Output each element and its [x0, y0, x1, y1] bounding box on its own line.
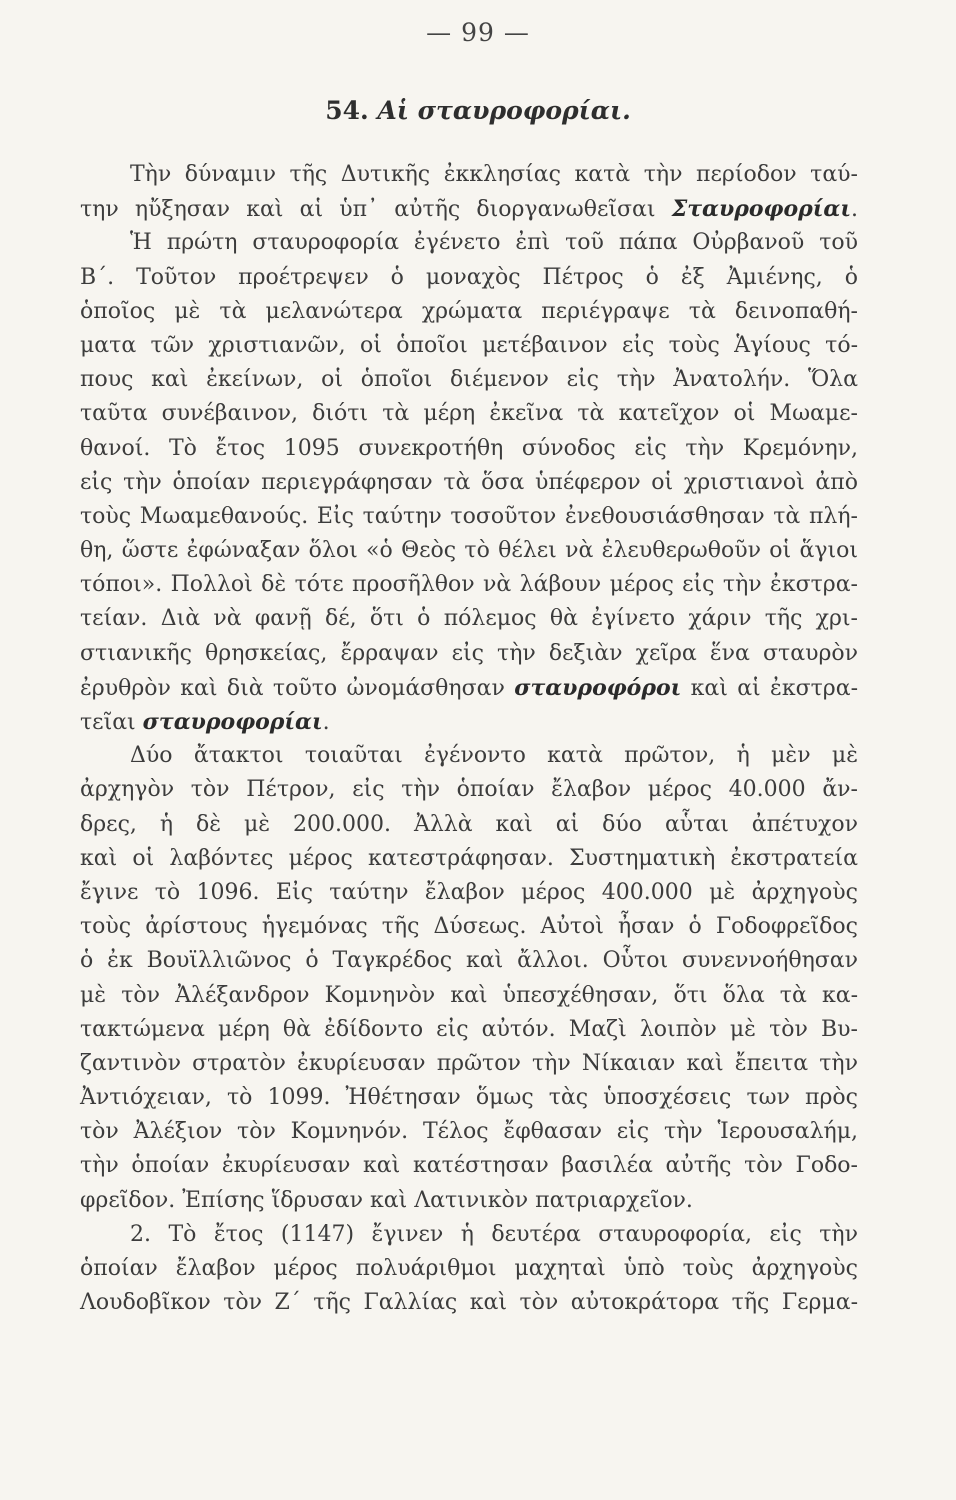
text-line: την ηὔξησαν καὶ αἱ ὑπ᾿ αὐτῆς διοργανωθεῖσαι Σταυροφορίαι. [80, 196, 858, 223]
text-line: ὁποίαν ἔλαβον μέρος πολυάριθμοι μαχηταὶ ὑπὸ τοὺς ἀρχηγοὺς [80, 1256, 858, 1281]
text-line: τεῖαι σταυροφορίαι. [80, 709, 330, 735]
text-line: πους καὶ ἐκείνων, οἱ ὁποῖοι διέμενον εἰς τὴν Ἀνατολήν. Ὅλα [80, 367, 858, 393]
text-line: Ἀντιόχειαν, τὸ 1099. Ἠθέτησαν ὅμως τὰς ὑποσχέσεις των πρὸς [80, 1085, 858, 1111]
text-line: τοὺς Μωαμεθανούς. Εἰς ταύτην τοσοῦτον ἐνεθουσιάσθησαν τὰ πλή- [80, 503, 858, 529]
text-line: Ἡ πρώτη σταυροφορία ἐγένετο ἐπὶ τοῦ πάπα Οὐρβανοῦ τοῦ [130, 230, 858, 256]
text-line: Β΄. Τοῦτον προέτρεψεν ὁ μοναχὸς Πέτρος ὁ ἐξ Ἀμιένης, ὁ [80, 264, 858, 290]
page-number: — 99 — [426, 18, 530, 47]
text-line: ὁποῖος μὲ τὰ μελανώτερα χρώματα περιέγραψε τὰ δεινοπαθή- [80, 298, 858, 324]
text-line: τείαν. Διὰ νὰ φανῇ δέ, ὅτι ὁ πόλεμος θὰ ἐγίνετο χάριν τῆς χρι- [80, 606, 858, 632]
text-line: ἔγινε τὸ 1096. Εἰς ταύτην ἔλαβον μέρος 400.000 μὲ ἀρχηγοὺς [80, 879, 858, 905]
text-line: τακτώμενα μέρη θὰ ἐδίδοντο εἰς αὐτόν. Μαζὶ λοιπὸν μὲ τὸν Βυ- [80, 1016, 858, 1042]
text-line: εἰς τὴν ὁποίαν περιεγράφησαν τὰ ὅσα ὑπέφερον οἱ χριστιανοὶ ἀπὸ [80, 469, 858, 495]
text-line: τὸν Ἀλέξιον τὸν Κομνηνόν. Τέλος ἔφθασαν εἰς τὴν Ἱερουσαλήμ, [80, 1119, 858, 1145]
text-line: μὲ τὸν Ἀλέξανδρον Κομνηνὸν καὶ ὑπεσχέθησαν, ὅτι ὅλα τὰ κα- [80, 982, 858, 1008]
emphasized-term: Σταυροφορίαι [671, 196, 851, 223]
text-line: φρεῖδον. Ἐπίσης ἵδρυσαν καὶ Λατινικὸν πατριαρχεῖον. [80, 1187, 693, 1213]
text-line: θη, ὥστε ἐφώναξαν ὅλοι «ὁ Θεὸς τὸ θέλει νὰ ἐλευθερωθοῦν οἱ ἅγιοι [80, 538, 858, 564]
section-title [0, 96, 956, 125]
text-line: ταῦτα συνέβαινον, διότι τὰ μέρη ἐκεῖνα τὰ κατεῖχον οἱ Μωαμε- [80, 401, 858, 427]
text-line: ζαντινὸν στρατὸν ἐκυρίευσαν πρῶτον τὴν Νίκαιαν καὶ ἔπειτα τὴν [80, 1050, 858, 1076]
text-line: ἀρχηγὸν τὸν Πέτρον, εἰς τὴν ὁποίαν ἔλαβον μέρος 40.000 ἄν- [80, 777, 858, 803]
text-line: ὁ ἐκ Βουϊλλιῶνος ὁ Ταγκρέδος καὶ ἄλλοι. Οὗτοι συνεννοήθησαν [80, 948, 858, 974]
text-line: Δύο ἄτακτοι τοιαῦται ἐγένοντο κατὰ πρῶτον, ἡ μὲν μὲ [130, 743, 858, 769]
text-line: στιανικῆς θρησκείας, ἔρραψαν εἰς τὴν δεξιὰν χεῖρα ἕνα σταυρὸν [80, 640, 858, 666]
text-line: τὴν ὁποίαν ἐκυρίευσαν καὶ κατέστησαν βασιλέα αὐτῆς τὸν Γοδο- [80, 1153, 858, 1179]
text-line: Λουδοβῖκον τὸν Ζ΄ τῆς Γαλλίας καὶ τὸν αὐτοκράτορα τῆς Γερμα- [80, 1290, 858, 1316]
text-line: θανοί. Τὸ ἔτος 1095 συνεκροτήθη σύνοδος εἰς τὴν Κρεμόνην, [80, 435, 858, 461]
text-line: 2. Τὸ ἔτος (1147) ἔγινεν ἡ δευτέρα σταυροφορία, εἰς τὴν [130, 1221, 858, 1247]
text-line: δρες, ἡ δὲ μὲ 200.000. Ἀλλὰ καὶ αἱ δύο αὗται ἀπέτυχον [80, 811, 858, 837]
emphasized-term: σταυροφόροι [514, 674, 682, 701]
text-line: ματα τῶν χριστιανῶν, οἱ ὁποῖοι μετέβαινον εἰς τοὺς Ἁγίους τό- [80, 332, 858, 358]
section-number: 54. [325, 96, 369, 125]
text-line: τοὺς ἀρίστους ἡγεμόνας τῆς Δύσεως. Αὐτοὶ ἦσαν ὁ Γοδοφρεῖδος [80, 914, 858, 940]
body-text [80, 158, 858, 1320]
emphasized-term: σταυροφορίαι [142, 709, 323, 735]
text-line: ἐρυθρὸν καὶ διὰ τοῦτο ὠνομάσθησαν σταυροφόροι καὶ αἱ ἐκστρα- [80, 674, 858, 701]
text-line: τόποι». Πολλοὶ δὲ τότε προσῆλθον νὰ λάβουν μέρος εἰς τὴν ἐκστρα- [80, 572, 858, 598]
text-line: Τὴν δύναμιν τῆς Δυτικῆς ἐκκλησίας κατὰ τὴν περίοδον ταύ- [130, 162, 858, 187]
text-line: καὶ οἱ λαβόντες μέρος κατεστράφησαν. Συστηματικὴ ἐκστρατεία [80, 845, 858, 871]
section-heading: Αἱ σταυροφορίαι. [377, 96, 631, 125]
